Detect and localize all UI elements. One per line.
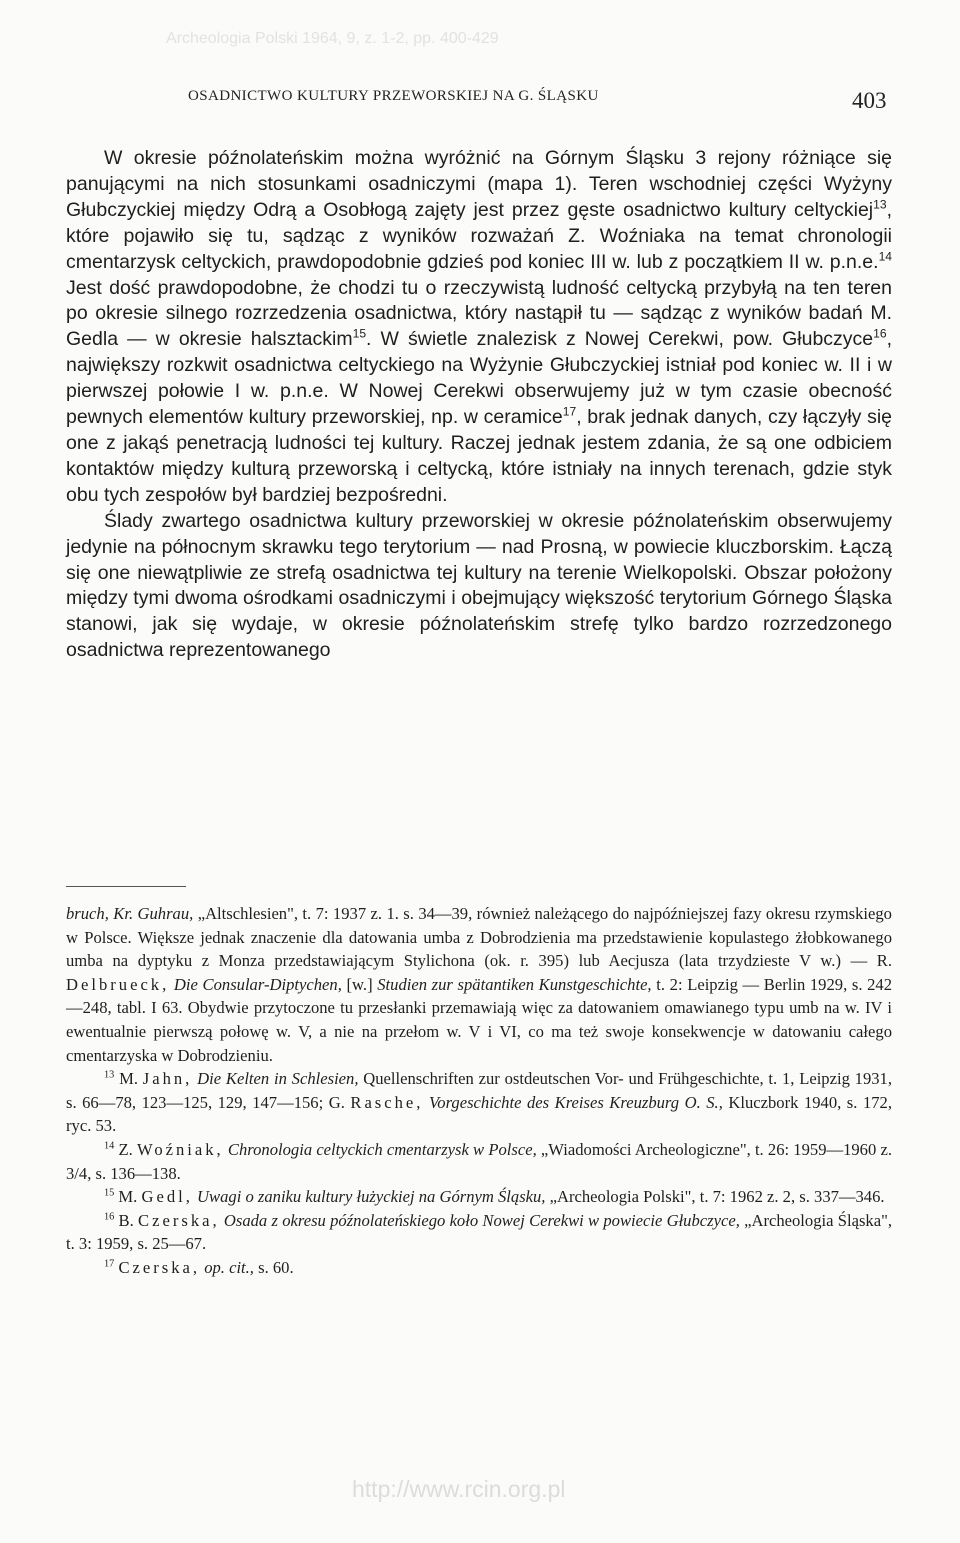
text-run: t. 2: Leipzig — Berlin 1929, s. 242—248, tabl. I 63. Obydwie przytoczone tu przesłanki przemawiają więc za datowaniem omawianego typu umb na w. IV i ewentualnie pierwszą połowę w. V, a nie na przełom w. V i VI, co ma też swoje konsekwencje w datowaniu całego cmentarzyska w Dobrodzieniu. bbox=[66, 974, 893, 1065]
text-run: , największy rozkwit osadnictwa celtyckiego na Wyżynie Głubczyckiej istniał pod koniec w. II i w pierwszej połowie I w. p.n.e. W Nowej Cerekwi obserwujemy już w tym czasie obecność pewnych elementów kultury przeworskiej, np. w ceramice bbox=[66, 328, 892, 429]
text-run: „Wiadomości Archeologiczne", t. 26: 1959—1960 z. 3/4, s. 136—138. bbox=[66, 1139, 892, 1183]
text-run: [w.] bbox=[341, 974, 378, 994]
text-run: „Archeologia Śląska", t. 3: 1959, s. 25—67. bbox=[66, 1210, 892, 1254]
author-name: Czerska, bbox=[138, 1210, 220, 1230]
work-title: Chronologia celtyckich cmentarzysk w Polsce, bbox=[227, 1139, 537, 1159]
footnote-ref-17[interactable]: 17 bbox=[562, 404, 577, 419]
work-title: Studien zur spätantiken Kunstgeschichte, bbox=[377, 974, 652, 994]
footnote-16 bbox=[66, 1209, 892, 1256]
footnote-ref-14[interactable]: 14 bbox=[878, 249, 892, 264]
footnote-number: 13 bbox=[104, 1069, 115, 1081]
text-run: „Archeologia Polski", t. 7: 1962 z. 2, s. 337—346. bbox=[545, 1187, 885, 1207]
work-title: Osada z okresu późnolateńskiego koło Nowej Cerekwi w powiecie Głubczyce, bbox=[223, 1210, 740, 1230]
footnote-15 bbox=[66, 1185, 892, 1209]
text-run: Z. bbox=[114, 1139, 137, 1159]
author-name: Rasche, bbox=[350, 1092, 424, 1112]
footnote-number: 15 bbox=[104, 1187, 115, 1199]
text-run: B. bbox=[114, 1210, 139, 1230]
text-run: Jest dość prawdopodobne, że chodzi tu o rzeczywistą ludność celtycką przybyłą na ten teren po okresie silnego rozrzedzenia osadnictwa, który nastąpił tu — sądząc z wyników badań M. Gedla — w okresie halsztackim bbox=[66, 276, 892, 351]
paragraph-2: Ślady zwartego osadnictwa kultury przeworskiej w okresie późnolateńskim obserwujemy jedynie na północnym skrawku tego terytorium — nad Prosną, w powiecie kluczborskim. Łączą się one niewątpliwie ze strefą osadnictwa tej kultury na terenie Wielkopolski. Obszar położony między tymi dwoma ośrodkami osadniczymi i obejmujący większość terytorium Górnego Śląska stanowi, jak się wydaje, w okresie późnolateńskim strefę tylko bardzo rozrzedzonego osadnictwa reprezentowanego bbox=[66, 509, 892, 662]
main-text bbox=[66, 146, 892, 664]
text-run: , które pojawiło się tu, sądząc z wyników rozważań Z. Woźniaka na temat chronologii cmentarzysk celtyckich, prawdopodobnie gdzieś pod koniec III w. lub z początkiem II w. p.n.e. bbox=[66, 198, 892, 273]
author-name: Woźniak, bbox=[136, 1139, 224, 1159]
work-title: Die Consular-Diptychen, bbox=[173, 974, 342, 994]
work-title: op. cit., bbox=[204, 1257, 254, 1277]
author-name: Delbrueck, bbox=[66, 974, 170, 994]
running-head: OSADNICTWO KULTURY PRZEWORSKIEJ NA G. ŚLĄSKU bbox=[188, 88, 599, 104]
page-number: 403 bbox=[852, 88, 887, 113]
footnotes bbox=[66, 902, 892, 1280]
text-run: Kluczbork 1940, s. 172, ryc. 53. bbox=[66, 1092, 892, 1136]
footnote-continuation bbox=[66, 902, 892, 1067]
text-run: M. bbox=[114, 1187, 142, 1207]
footnote-13 bbox=[66, 1067, 892, 1138]
text-run: , brak jednak danych, czy łączyły się one z jakąś penetracją ludności tej kultury. Raczej jednak jestem zdania, że są one odbiciem kontaktów między kulturą przeworską i celtycką, które istniały na innych terenach, gdzie styk obu tych zespołów był bardziej bezpośredni. bbox=[66, 406, 892, 506]
url-watermark: http://www.rcin.org.pl bbox=[352, 1476, 566, 1502]
work-title: Uwagi o zaniku kultury łużyckiej na Górnym Śląsku, bbox=[197, 1187, 546, 1207]
text-run: Quellenschriften zur ostdeutschen Vor- und Frühgeschichte, t. 1, Leipzig 1931, s. 66—78, 123—125, 129, 147—156; G. bbox=[66, 1069, 892, 1112]
author-name: Czerska, bbox=[118, 1257, 201, 1277]
paragraph-1 bbox=[66, 146, 892, 509]
footnote-ref-13[interactable]: 13 bbox=[873, 197, 887, 212]
text-run: . W świetle znalezisk z Nowej Cerekwi, pow. Głubczyce bbox=[366, 328, 874, 351]
footnote-separator bbox=[66, 886, 186, 887]
text-run: „Altschlesien", t. 7: 1937 z. 1. s. 34—39, również należącego do najpóźniejszej fazy okresu rzymskiego w Polsce. Większe jednak znaczenie dla datowania umba z Dobrodzienia ma przedstawienie kopulastego żłobkowanego umba na dyptyku z Monza przedstawiającym Stylichona (ok. r. 395) lub Aecjusza (lata trzydzieste V w.) — R. bbox=[66, 904, 892, 971]
text-run: W okresie późnolateńskim można wyróżnić na Górnym Śląsku 3 rejony różniące się panującymi na nich stosunkami osadniczymi (mapa 1). Teren wschodniej części Wyżyny Głubczyckiej między Odrą a Osobłogą zajęty jest przez gęste osadnictwo kultury celtyckiej bbox=[66, 147, 892, 221]
footnote-number: 17 bbox=[104, 1258, 115, 1270]
author-name: Jahn, bbox=[142, 1069, 193, 1089]
work-title: Vorgeschichte des Kreises Kreuzburg O. S., bbox=[428, 1092, 723, 1112]
text-run: bruch, Kr. Guhrau, bbox=[66, 904, 194, 923]
footnote-number: 14 bbox=[104, 1140, 115, 1152]
text-run: s. 60. bbox=[253, 1257, 294, 1277]
footnote-ref-16[interactable]: 16 bbox=[873, 326, 887, 341]
text-run: M. bbox=[114, 1069, 143, 1089]
footnote-17 bbox=[66, 1256, 892, 1280]
footnote-number: 16 bbox=[104, 1211, 115, 1223]
author-name: Gedl, bbox=[141, 1187, 193, 1207]
source-watermark: Archeologia Polski 1964, 9, z. 1-2, pp. 400-429 bbox=[166, 30, 499, 47]
footnote-14 bbox=[66, 1138, 892, 1185]
footnote-ref-15[interactable]: 15 bbox=[352, 326, 367, 341]
work-title: Die Kelten in Schlesien, bbox=[197, 1069, 359, 1089]
